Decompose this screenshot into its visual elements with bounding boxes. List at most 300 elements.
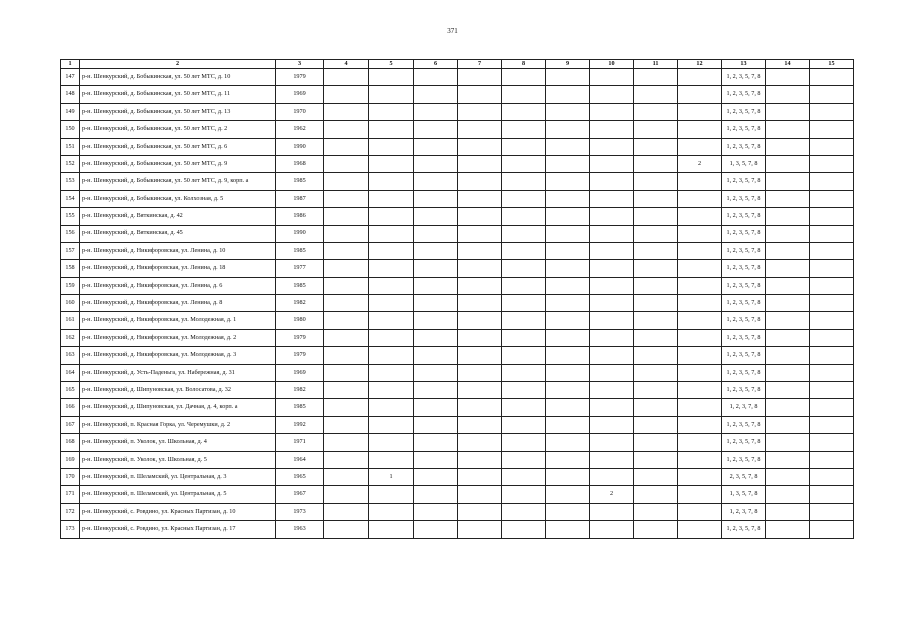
cell-col-5 <box>369 277 414 294</box>
cell-col-11 <box>634 190 678 207</box>
cell-col-14 <box>766 364 810 381</box>
year-cell: 1969 <box>276 86 324 103</box>
cell-col-9 <box>546 347 590 364</box>
address-cell: р-н. Шенкурский, д. Никифоровская, ул. Молодежная, д. 3 <box>80 347 276 364</box>
cell-col-4 <box>324 295 369 312</box>
address-cell: р-н. Шенкурский, д. Бобыкинская, ул. 50 лет МТС, д. 9, корп. а <box>80 173 276 190</box>
cell-col-10 <box>590 295 634 312</box>
cell-col-14 <box>766 312 810 329</box>
cell-col-13: 1, 2, 3, 7, 8 <box>722 503 766 520</box>
year-cell: 1964 <box>276 451 324 468</box>
cell-col-11 <box>634 155 678 172</box>
cell-col-8 <box>502 364 546 381</box>
year-cell: 1968 <box>276 155 324 172</box>
cell-col-5 <box>369 69 414 86</box>
cell-col-10 <box>590 503 634 520</box>
address-cell: р-н. Шенкурский, д. Вяткинская, д. 42 <box>80 208 276 225</box>
cell-col-14 <box>766 399 810 416</box>
cell-col-14 <box>766 260 810 277</box>
address-cell: р-н. Шенкурский, д. Никифоровская, ул. Ленина, д. 6 <box>80 277 276 294</box>
cell-col-5 <box>369 486 414 503</box>
cell-col-12 <box>678 312 722 329</box>
cell-col-12 <box>678 260 722 277</box>
cell-col-9 <box>546 503 590 520</box>
cell-col-9 <box>546 86 590 103</box>
cell-col-14 <box>766 486 810 503</box>
table-row <box>61 503 854 520</box>
cell-col-5 <box>369 434 414 451</box>
cell-col-5 <box>369 521 414 538</box>
row-number: 153 <box>61 173 80 190</box>
cell-col-5 <box>369 295 414 312</box>
cell-col-14 <box>766 225 810 242</box>
address-cell: р-н. Шенкурский, д. Вяткинская, д. 45 <box>80 225 276 242</box>
cell-col-10 <box>590 468 634 485</box>
cell-col-9 <box>546 434 590 451</box>
cell-col-10 <box>590 521 634 538</box>
row-number: 169 <box>61 451 80 468</box>
cell-col-15 <box>810 451 854 468</box>
cell-col-14 <box>766 434 810 451</box>
address-cell: р-н. Шенкурский, п. Шеламский, ул. Центральная, д. 5 <box>80 486 276 503</box>
cell-col-11 <box>634 225 678 242</box>
cell-col-14 <box>766 155 810 172</box>
cell-col-5 <box>369 208 414 225</box>
cell-col-15 <box>810 242 854 259</box>
cell-col-4 <box>324 416 369 433</box>
cell-col-11 <box>634 138 678 155</box>
cell-col-8 <box>502 190 546 207</box>
cell-col-10 <box>590 329 634 346</box>
cell-col-11 <box>634 295 678 312</box>
cell-col-12 <box>678 190 722 207</box>
row-number: 161 <box>61 312 80 329</box>
cell-col-14 <box>766 277 810 294</box>
address-cell: р-н. Шенкурский, д. Никифоровская, ул. Молодежная, д. 2 <box>80 329 276 346</box>
address-cell: р-н. Шенкурский, д. Бобыкинская, ул. 50 лет МТС, д. 6 <box>80 138 276 155</box>
column-header-1: 1 <box>61 60 80 69</box>
table-row <box>61 399 854 416</box>
cell-col-5 <box>369 347 414 364</box>
row-number: 163 <box>61 347 80 364</box>
cell-col-13: 1, 2, 3, 5, 7, 8 <box>722 382 766 399</box>
cell-col-13: 1, 2, 3, 5, 7, 8 <box>722 521 766 538</box>
cell-col-4 <box>324 434 369 451</box>
address-cell: р-н. Шенкурский, п. Красная Горка, ул. Черемушки, д. 2 <box>80 416 276 433</box>
cell-col-10: 2 <box>590 486 634 503</box>
cell-col-4 <box>324 242 369 259</box>
address-cell: р-н. Шенкурский, с. Ровдино, ул. Красных Партизан, д. 17 <box>80 521 276 538</box>
table-row <box>61 69 854 86</box>
cell-col-13: 1, 2, 3, 5, 7, 8 <box>722 312 766 329</box>
column-header-13: 13 <box>722 60 766 69</box>
cell-col-10 <box>590 69 634 86</box>
cell-col-4 <box>324 69 369 86</box>
cell-col-14 <box>766 208 810 225</box>
cell-col-13: 1, 2, 3, 5, 7, 8 <box>722 329 766 346</box>
cell-col-9 <box>546 208 590 225</box>
cell-col-4 <box>324 364 369 381</box>
cell-col-6 <box>414 190 458 207</box>
cell-col-7 <box>458 486 502 503</box>
year-cell: 1970 <box>276 103 324 120</box>
cell-col-4 <box>324 225 369 242</box>
address-cell: р-н. Шенкурский, д. Бобыкинская, ул. 50 лет МТС, д. 2 <box>80 121 276 138</box>
table-row <box>61 208 854 225</box>
cell-col-10 <box>590 451 634 468</box>
year-cell: 1990 <box>276 225 324 242</box>
cell-col-14 <box>766 295 810 312</box>
table-row <box>61 86 854 103</box>
cell-col-11 <box>634 86 678 103</box>
cell-col-11 <box>634 364 678 381</box>
cell-col-12 <box>678 416 722 433</box>
cell-col-15 <box>810 503 854 520</box>
cell-col-5 <box>369 503 414 520</box>
cell-col-7 <box>458 86 502 103</box>
cell-col-4 <box>324 312 369 329</box>
table-row <box>61 121 854 138</box>
cell-col-4 <box>324 468 369 485</box>
year-cell: 1973 <box>276 503 324 520</box>
cell-col-9 <box>546 312 590 329</box>
year-cell: 1979 <box>276 329 324 346</box>
cell-col-14 <box>766 103 810 120</box>
address-cell: р-н. Шенкурский, с. Ровдино, ул. Красных Партизан, д. 10 <box>80 503 276 520</box>
cell-col-5 <box>369 260 414 277</box>
cell-col-11 <box>634 503 678 520</box>
cell-col-12 <box>678 364 722 381</box>
cell-col-4 <box>324 503 369 520</box>
address-cell: р-н. Шенкурский, д. Шипуновская, ул. Дачная, д. 4, корп. а <box>80 399 276 416</box>
table-row <box>61 347 854 364</box>
cell-col-10 <box>590 103 634 120</box>
cell-col-13: 1, 2, 3, 5, 7, 8 <box>722 434 766 451</box>
row-number: 150 <box>61 121 80 138</box>
cell-col-4 <box>324 173 369 190</box>
cell-col-9 <box>546 190 590 207</box>
cell-col-9 <box>546 382 590 399</box>
cell-col-7 <box>458 468 502 485</box>
table-row <box>61 416 854 433</box>
table-row <box>61 329 854 346</box>
cell-col-12 <box>678 242 722 259</box>
cell-col-7 <box>458 399 502 416</box>
cell-col-9 <box>546 242 590 259</box>
cell-col-14 <box>766 242 810 259</box>
cell-col-4 <box>324 208 369 225</box>
cell-col-11 <box>634 277 678 294</box>
cell-col-13: 1, 2, 3, 5, 7, 8 <box>722 451 766 468</box>
cell-col-7 <box>458 155 502 172</box>
table-row <box>61 277 854 294</box>
cell-col-5 <box>369 138 414 155</box>
cell-col-10 <box>590 434 634 451</box>
cell-col-15 <box>810 295 854 312</box>
cell-col-14 <box>766 190 810 207</box>
cell-col-6 <box>414 416 458 433</box>
cell-col-13: 1, 2, 3, 5, 7, 8 <box>722 86 766 103</box>
cell-col-13: 1, 2, 3, 7, 8 <box>722 399 766 416</box>
cell-col-8 <box>502 103 546 120</box>
cell-col-8 <box>502 295 546 312</box>
year-cell: 1967 <box>276 486 324 503</box>
cell-col-10 <box>590 138 634 155</box>
cell-col-13: 1, 2, 3, 5, 7, 8 <box>722 364 766 381</box>
table-body <box>61 69 854 539</box>
row-number: 159 <box>61 277 80 294</box>
cell-col-8 <box>502 121 546 138</box>
cell-col-12 <box>678 382 722 399</box>
address-cell: р-н. Шенкурский, д. Усть-Паденьга, ул. Набережная, д. 31 <box>80 364 276 381</box>
row-number: 172 <box>61 503 80 520</box>
address-cell: р-н. Шенкурский, п. Шеламский, ул. Центральная, д. 3 <box>80 468 276 485</box>
cell-col-6 <box>414 434 458 451</box>
cell-col-6 <box>414 295 458 312</box>
cell-col-12 <box>678 399 722 416</box>
cell-col-15 <box>810 416 854 433</box>
cell-col-15 <box>810 121 854 138</box>
cell-col-11 <box>634 451 678 468</box>
cell-col-15 <box>810 208 854 225</box>
cell-col-9 <box>546 277 590 294</box>
cell-col-11 <box>634 103 678 120</box>
cell-col-4 <box>324 260 369 277</box>
cell-col-13: 1, 2, 3, 5, 7, 8 <box>722 173 766 190</box>
cell-col-7 <box>458 434 502 451</box>
year-cell: 1977 <box>276 260 324 277</box>
table-row <box>61 155 854 172</box>
row-number: 154 <box>61 190 80 207</box>
table-row <box>61 138 854 155</box>
row-number: 157 <box>61 242 80 259</box>
table-row <box>61 434 854 451</box>
cell-col-13: 1, 2, 3, 5, 7, 8 <box>722 416 766 433</box>
cell-col-6 <box>414 312 458 329</box>
cell-col-7 <box>458 173 502 190</box>
year-cell: 1971 <box>276 434 324 451</box>
page-number: 371 <box>447 27 458 35</box>
cell-col-7 <box>458 190 502 207</box>
cell-col-13: 1, 2, 3, 5, 7, 8 <box>722 242 766 259</box>
cell-col-8 <box>502 329 546 346</box>
cell-col-14 <box>766 138 810 155</box>
cell-col-6 <box>414 347 458 364</box>
cell-col-8 <box>502 434 546 451</box>
year-cell: 1990 <box>276 138 324 155</box>
cell-col-7 <box>458 329 502 346</box>
cell-col-14 <box>766 416 810 433</box>
cell-col-15 <box>810 69 854 86</box>
cell-col-10 <box>590 225 634 242</box>
cell-col-15 <box>810 486 854 503</box>
cell-col-7 <box>458 451 502 468</box>
cell-col-7 <box>458 277 502 294</box>
table-row <box>61 190 854 207</box>
cell-col-15 <box>810 86 854 103</box>
cell-col-6 <box>414 242 458 259</box>
row-number: 155 <box>61 208 80 225</box>
cell-col-8 <box>502 138 546 155</box>
year-cell: 1965 <box>276 468 324 485</box>
address-cell: р-н. Шенкурский, д. Никифоровская, ул. Ленина, д. 8 <box>80 295 276 312</box>
cell-col-5 <box>369 329 414 346</box>
column-header-15: 15 <box>810 60 854 69</box>
column-header-11: 11 <box>634 60 678 69</box>
cell-col-12 <box>678 69 722 86</box>
year-cell: 1962 <box>276 121 324 138</box>
cell-col-9 <box>546 155 590 172</box>
cell-col-8 <box>502 382 546 399</box>
cell-col-10 <box>590 173 634 190</box>
cell-col-14 <box>766 468 810 485</box>
cell-col-14 <box>766 329 810 346</box>
cell-col-12 <box>678 225 722 242</box>
table-row <box>61 225 854 242</box>
cell-col-9 <box>546 329 590 346</box>
table-row <box>61 468 854 485</box>
cell-col-13: 1, 2, 3, 5, 7, 8 <box>722 208 766 225</box>
cell-col-11 <box>634 173 678 190</box>
cell-col-7 <box>458 138 502 155</box>
cell-col-10 <box>590 399 634 416</box>
column-header-8: 8 <box>502 60 546 69</box>
cell-col-8 <box>502 155 546 172</box>
cell-col-15 <box>810 382 854 399</box>
column-header-2: 2 <box>80 60 276 69</box>
cell-col-11 <box>634 382 678 399</box>
row-number: 170 <box>61 468 80 485</box>
table-row <box>61 295 854 312</box>
year-cell: 1982 <box>276 295 324 312</box>
row-number: 167 <box>61 416 80 433</box>
cell-col-5 <box>369 103 414 120</box>
cell-col-4 <box>324 103 369 120</box>
row-number: 166 <box>61 399 80 416</box>
cell-col-10 <box>590 277 634 294</box>
cell-col-11 <box>634 486 678 503</box>
cell-col-9 <box>546 173 590 190</box>
cell-col-6 <box>414 121 458 138</box>
cell-col-7 <box>458 347 502 364</box>
cell-col-9 <box>546 260 590 277</box>
cell-col-15 <box>810 155 854 172</box>
cell-col-13: 1, 2, 3, 5, 7, 8 <box>722 260 766 277</box>
cell-col-4 <box>324 138 369 155</box>
column-header-5: 5 <box>369 60 414 69</box>
row-number: 168 <box>61 434 80 451</box>
cell-col-15 <box>810 190 854 207</box>
cell-col-10 <box>590 382 634 399</box>
cell-col-15 <box>810 138 854 155</box>
year-cell: 1969 <box>276 364 324 381</box>
cell-col-4 <box>324 155 369 172</box>
cell-col-7 <box>458 121 502 138</box>
cell-col-12 <box>678 277 722 294</box>
cell-col-4 <box>324 451 369 468</box>
header-row <box>61 60 854 69</box>
column-header-9: 9 <box>546 60 590 69</box>
cell-col-8 <box>502 225 546 242</box>
cell-col-8 <box>502 347 546 364</box>
cell-col-4 <box>324 399 369 416</box>
cell-col-9 <box>546 295 590 312</box>
cell-col-13: 1, 2, 3, 5, 7, 8 <box>722 69 766 86</box>
cell-col-12 <box>678 434 722 451</box>
cell-col-14 <box>766 521 810 538</box>
cell-col-9 <box>546 138 590 155</box>
cell-col-6 <box>414 486 458 503</box>
cell-col-13: 1, 2, 3, 5, 7, 8 <box>722 121 766 138</box>
cell-col-6 <box>414 69 458 86</box>
cell-col-13: 1, 2, 3, 5, 7, 8 <box>722 225 766 242</box>
cell-col-11 <box>634 434 678 451</box>
row-number: 148 <box>61 86 80 103</box>
row-number: 156 <box>61 225 80 242</box>
cell-col-6 <box>414 260 458 277</box>
cell-col-7 <box>458 208 502 225</box>
row-number: 162 <box>61 329 80 346</box>
cell-col-5 <box>369 451 414 468</box>
cell-col-15 <box>810 329 854 346</box>
cell-col-8 <box>502 521 546 538</box>
cell-col-11 <box>634 121 678 138</box>
cell-col-9 <box>546 468 590 485</box>
cell-col-12 <box>678 329 722 346</box>
year-cell: 1963 <box>276 521 324 538</box>
cell-col-4 <box>324 86 369 103</box>
cell-col-10 <box>590 364 634 381</box>
address-cell: р-н. Шенкурский, д. Никифоровская, ул. Ленина, д. 18 <box>80 260 276 277</box>
cell-col-4 <box>324 521 369 538</box>
cell-col-12 <box>678 347 722 364</box>
table-row <box>61 382 854 399</box>
cell-col-10 <box>590 208 634 225</box>
cell-col-5: 1 <box>369 468 414 485</box>
cell-col-13: 1, 2, 3, 5, 7, 8 <box>722 103 766 120</box>
cell-col-6 <box>414 138 458 155</box>
cell-col-9 <box>546 121 590 138</box>
cell-col-11 <box>634 468 678 485</box>
cell-col-10 <box>590 86 634 103</box>
cell-col-12 <box>678 86 722 103</box>
cell-col-11 <box>634 329 678 346</box>
row-number: 160 <box>61 295 80 312</box>
cell-col-4 <box>324 486 369 503</box>
cell-col-15 <box>810 468 854 485</box>
cell-col-8 <box>502 242 546 259</box>
cell-col-7 <box>458 242 502 259</box>
cell-col-11 <box>634 260 678 277</box>
cell-col-8 <box>502 486 546 503</box>
column-header-7: 7 <box>458 60 502 69</box>
cell-col-15 <box>810 364 854 381</box>
address-cell: р-н. Шенкурский, д. Бобыкинская, ул. 50 лет МТС, д. 9 <box>80 155 276 172</box>
cell-col-11 <box>634 347 678 364</box>
cell-col-11 <box>634 399 678 416</box>
year-cell: 1985 <box>276 242 324 259</box>
cell-col-7 <box>458 364 502 381</box>
cell-col-12 <box>678 121 722 138</box>
cell-col-6 <box>414 103 458 120</box>
cell-col-8 <box>502 468 546 485</box>
cell-col-10 <box>590 312 634 329</box>
cell-col-9 <box>546 399 590 416</box>
cell-col-10 <box>590 242 634 259</box>
year-cell: 1987 <box>276 190 324 207</box>
year-cell: 1985 <box>276 173 324 190</box>
cell-col-12 <box>678 103 722 120</box>
